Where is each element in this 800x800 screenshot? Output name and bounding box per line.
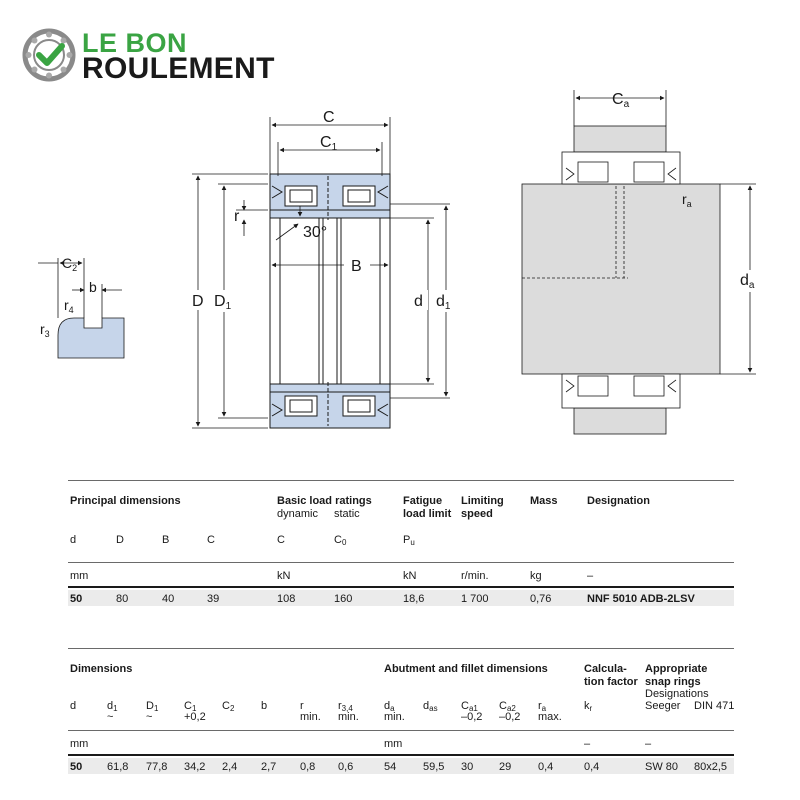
sym-d: d bbox=[70, 700, 77, 712]
snap-ring-detail bbox=[38, 258, 124, 358]
unit-kN-2: kN bbox=[403, 570, 417, 582]
sym-Ca2-qual: –0,2 bbox=[499, 711, 521, 723]
header-calc-2: tion factor bbox=[584, 676, 638, 688]
label-b: b bbox=[89, 279, 97, 295]
cell-d: 50 bbox=[70, 761, 83, 773]
label-r: r bbox=[234, 208, 240, 225]
sym-da: $d_a$ bbox=[384, 700, 395, 713]
header-snap-2: snap rings bbox=[645, 676, 701, 688]
cell-r34: 0,6 bbox=[338, 761, 354, 773]
header-seeger: Seeger bbox=[645, 700, 681, 712]
cell-Pu: 18,6 bbox=[403, 593, 425, 605]
logo-line-2: ROULEMENT bbox=[82, 52, 275, 85]
label-C2: $C_2$ bbox=[62, 255, 78, 273]
sym-D1: $D_1$ bbox=[146, 700, 159, 713]
label-r4: $r_4$ bbox=[64, 297, 74, 315]
sym-C2: $C_2$ bbox=[222, 700, 235, 713]
sym-das: $d_{as}$ bbox=[423, 700, 438, 713]
cell-C1: 34,2 bbox=[184, 761, 206, 773]
sym-ra: $r_a$ bbox=[538, 700, 547, 713]
bearing-drawings bbox=[0, 91, 800, 440]
header-din: DIN 471 bbox=[694, 700, 735, 712]
sym-D1-qual: ~ bbox=[146, 711, 153, 723]
cell-C-dyn: 108 bbox=[277, 593, 296, 605]
bearing-section-drawing bbox=[270, 174, 390, 428]
header-calc-1: Calcula- bbox=[584, 663, 627, 675]
sym-C0: $C_0$ bbox=[334, 534, 347, 547]
unit-mm-1: mm bbox=[70, 738, 89, 750]
dimensions-table bbox=[68, 648, 734, 783]
label-C1: C1 bbox=[320, 134, 338, 153]
sym-d: d bbox=[70, 534, 77, 546]
cell-D: 80 bbox=[116, 593, 129, 605]
cell-d: 50 bbox=[70, 593, 83, 605]
header-dynamic: dynamic bbox=[277, 508, 318, 520]
sym-C: C bbox=[207, 534, 215, 546]
sym-ra-qual: max. bbox=[538, 711, 562, 723]
label-angle: 30° bbox=[303, 224, 328, 241]
cell-kr: 0,4 bbox=[584, 761, 600, 773]
sym-Ca1: $C_{a1}$ bbox=[461, 700, 478, 713]
sym-r34-qual: min. bbox=[338, 711, 359, 723]
cell-d1: 61,8 bbox=[107, 761, 129, 773]
principal-dimensions-table bbox=[68, 480, 734, 610]
header-snap-1: Appropriate bbox=[645, 663, 708, 675]
label-B: B bbox=[351, 258, 362, 275]
sym-kr: $k_r$ bbox=[584, 700, 593, 713]
unit-dash: – bbox=[587, 570, 594, 582]
unit-mm-2: mm bbox=[384, 738, 403, 750]
sym-r: r bbox=[300, 700, 304, 712]
sym-Ca2: $C_{a2}$ bbox=[499, 700, 516, 713]
label-r3: $r_3$ bbox=[40, 321, 50, 339]
header-basic-load: Basic load ratings bbox=[277, 495, 372, 507]
cell-B: 40 bbox=[162, 593, 175, 605]
cell-mass: 0,76 bbox=[530, 593, 552, 605]
sym-Pu: $P_u$ bbox=[403, 534, 415, 547]
cell-das: 59,5 bbox=[423, 761, 445, 773]
header-dimensions: Dimensions bbox=[70, 663, 133, 675]
cell-r: 0,8 bbox=[300, 761, 316, 773]
unit-dash-1: – bbox=[584, 738, 591, 750]
logo-line-1: LE BON bbox=[82, 28, 188, 58]
unit-kg: kg bbox=[530, 570, 542, 582]
label-d1: d1 bbox=[436, 293, 451, 312]
sym-D: D bbox=[116, 534, 124, 546]
header-speed: speed bbox=[461, 508, 493, 520]
header-load-limit: load limit bbox=[403, 508, 452, 520]
cell-C0: 160 bbox=[334, 593, 353, 605]
label-Ca: Ca bbox=[612, 91, 630, 110]
header-abutment: Abutment and fillet dimensions bbox=[384, 663, 548, 675]
sym-C-dyn: C bbox=[277, 534, 285, 546]
unit-dash-2: – bbox=[645, 738, 652, 750]
sym-d1-qual: ~ bbox=[107, 711, 114, 723]
label-D1: D1 bbox=[214, 293, 232, 312]
sym-r34: $r_{3,4}$ bbox=[338, 700, 353, 713]
label-da: da bbox=[740, 272, 755, 291]
sym-r-qual: min. bbox=[300, 711, 321, 723]
cell-b: 2,7 bbox=[261, 761, 277, 773]
header-snap-3: Designations bbox=[645, 688, 709, 700]
sym-C1-qual: +0,2 bbox=[184, 711, 206, 723]
cell-da: 54 bbox=[384, 761, 397, 773]
header-principal: Principal dimensions bbox=[70, 495, 181, 507]
cell-Ca1: 30 bbox=[461, 761, 474, 773]
header-static: static bbox=[334, 508, 360, 520]
cell-C: 39 bbox=[207, 593, 220, 605]
header-limiting: Limiting bbox=[461, 495, 504, 507]
mounted-bearing-drawing bbox=[522, 90, 756, 434]
sym-C1: $C_1$ bbox=[184, 700, 197, 713]
cell-seeger: SW 80 bbox=[645, 761, 679, 773]
cell-designation: NNF 5010 ADB-2LSV bbox=[587, 593, 695, 605]
sym-da-qual: min. bbox=[384, 711, 405, 723]
sym-Ca1-qual: –0,2 bbox=[461, 711, 483, 723]
cell-ra: 0,4 bbox=[538, 761, 554, 773]
cell-Ca2: 29 bbox=[499, 761, 512, 773]
header-designation: Designation bbox=[587, 495, 650, 507]
label-d: d bbox=[414, 293, 423, 310]
label-ra: $r_a$ bbox=[682, 191, 692, 209]
label-D: D bbox=[192, 293, 204, 310]
unit-rpm: r/min. bbox=[461, 570, 489, 582]
cell-speed: 1 700 bbox=[461, 593, 489, 605]
bearing-check-icon bbox=[22, 28, 76, 82]
sym-B: B bbox=[162, 534, 170, 546]
sym-b: b bbox=[261, 700, 268, 712]
cell-D1: 77,8 bbox=[146, 761, 168, 773]
unit-kN-1: kN bbox=[277, 570, 291, 582]
brand-logo bbox=[22, 28, 302, 88]
header-mass: Mass bbox=[530, 495, 558, 507]
cell-C2: 2,4 bbox=[222, 761, 238, 773]
cell-din: 80x2,5 bbox=[694, 761, 728, 773]
label-C: C bbox=[323, 109, 335, 126]
sym-d1: $d_1$ bbox=[107, 700, 118, 713]
header-fatigue: Fatigue bbox=[403, 495, 443, 507]
unit-mm: mm bbox=[70, 570, 89, 582]
